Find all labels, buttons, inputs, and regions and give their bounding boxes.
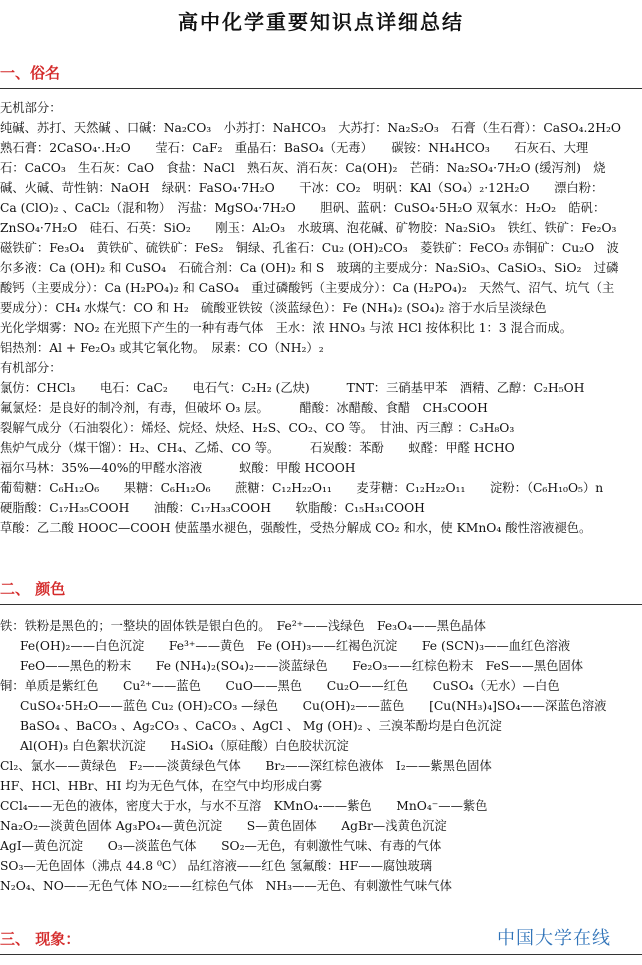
- colors-section-body: [0, 616, 642, 896]
- text-line: 石：CaCO₃ 生石灰：CaO 食盐：NaCl 熟石灰、消石灰：Ca(OH)₂ 芒硝：Na₂SO₄·7H₂O (缓泻剂) 烧: [0, 161, 606, 175]
- text-line: 光化学烟雾：NO₂ 在光照下产生的一种有毒气体 王水：浓 HNO₃ 与浓 HCl 按体积比 1：3 混合而成。: [0, 321, 573, 335]
- text-line: 熟石膏：2CaSO₄·.H₂O 莹石：CaF₂ 重晶石：BaSO₄（无毒） 碳铵：NH₄HCO₃ 石灰石、大理: [0, 141, 589, 155]
- text-line: CCl₄——无色的液体，密度大于水，与水不互溶 KMnO₄-——紫色 MnO₄⁻——紫色: [0, 799, 488, 813]
- text-line: 焦炉气成分（煤干馏）：H₂、CH₄、乙烯、CO 等。 石炭酸：苯酚 蚁醛：甲醛 HCHO: [0, 441, 515, 455]
- section-divider: [0, 88, 642, 89]
- text-line: Ca (ClO)₂ 、CaCl₂（混和物） 泻盐：MgSO₄·7H₂O 胆矾、蓝矾：CuSO₄·5H₂O 双氧水：H₂O₂ 皓矾：: [0, 201, 606, 215]
- text-line: 氟氯烃：是良好的制冷剂，有毒，但破坏 O₃ 层。 醋酸：冰醋酸、食醋 CH₃COOH: [0, 401, 488, 415]
- text-line: 要成分）：CH₄ 水煤气：CO 和 H₂ 硫酸亚铁铵（淡蓝绿色）：Fe (NH₄)₂ (SO₄)₂ 溶于水后呈淡绿色: [0, 301, 547, 315]
- text-line: SO₃—无色固体（沸点 44.8 ⁰C） 品红溶液——红色 氢氟酸：HF——腐蚀玻璃: [0, 859, 433, 873]
- page-title: 高中化学重要知识点详细总结: [178, 10, 464, 34]
- section-heading-names: 一、俗名: [0, 64, 61, 82]
- text-line: 福尔马林：35%—40%的甲醛水溶液 蚁酸：甲酸 HCOOH: [0, 461, 356, 475]
- watermark-text: 中国大学在线: [497, 928, 611, 949]
- text-line: 有机部分：: [0, 361, 62, 375]
- section-divider: [0, 604, 642, 605]
- text-line: 氯仿：CHCl₃ 电石：CaC₂ 电石气：C₂H₂ (乙炔) TNT：三硝基甲苯 酒精、乙醇：C₂H₅OH: [0, 381, 585, 395]
- text-line: 铝热剂：Al + Fe₂O₃ 或其它氧化物。 尿素：CO（NH₂）₂: [0, 341, 324, 355]
- text-line: Na₂O₂—淡黄色固体 Ag₃PO₄—黄色沉淀 S—黄色固体 AgBr—浅黄色沉淀: [0, 819, 447, 833]
- text-line: 草酸：乙二酸 HOOC—COOH 使蓝墨水褪色，强酸性，受热分解成 CO₂ 和水，使 KMnO₄ 酸性溶液褪色。: [0, 521, 592, 535]
- text-line: AgI—黄色沉淀 O₃—淡蓝色气体 SO₂—无色，有刺激性气味、有毒的气体: [0, 839, 442, 853]
- text-line: Fe(OH)₂——白色沉淀 Fe³⁺——黄色 Fe (OH)₃——红褐色沉淀 Fe (SCN)₃——血红色溶液: [20, 639, 571, 653]
- text-line: ZnSO₄·7H₂O 硅石、石英：SiO₂ 刚玉：Al₂O₃ 水玻璃、泡花碱、矿物胶：Na₂SiO₃ 铁红、铁矿：Fe₂O₃: [0, 221, 617, 235]
- text-line: 裂解气成分（石油裂化）：烯烃、烷烃、炔烃、H₂S、CO₂、CO 等。 甘油、丙三醇 ：C₃H₈O₃: [0, 421, 515, 435]
- text-line: N₂O₄、NO——无色气体 NO₂——红棕色气体 NH₃——无色、有刺激性气味气体: [0, 879, 452, 893]
- text-line: 无机部分：: [0, 101, 62, 115]
- text-line: 碱、火碱、苛性钠：NaOH 绿矾：FaSO₄·7H₂O 干冰：CO₂ 明矾：KAl（SO₄）₂·12H₂O 漂白粉：: [0, 181, 604, 195]
- text-line: 尔多液：Ca (OH)₂ 和 CuSO₄ 石硫合剂：Ca (OH)₂ 和 S 玻璃的主要成分：Na₂SiO₃、CaSiO₃、SiO₂ 过磷: [0, 261, 619, 275]
- text-line: HF、HCl、HBr、HI 均为无色气体，在空气中均形成白雾: [0, 779, 323, 793]
- text-line: 硬脂酸：C₁₇H₃₅COOH 油酸：C₁₇H₃₃COOH 软脂酸：C₁₅H₃₁COOH: [0, 501, 425, 515]
- text-line: 纯碱、苏打、天然碱 、口碱：Na₂CO₃ 小苏打：NaHCO₃ 大苏打：Na₂S₂O₃ 石膏（生石膏）：CaSO₄.2H₂O: [0, 121, 621, 135]
- text-line: 铜：单质是紫红色 Cu²⁺——蓝色 CuO——黑色 Cu₂O——红色 CuSO₄（无水）—白色: [0, 679, 560, 693]
- section-heading-phenomena: 三、 现象：: [0, 930, 81, 948]
- text-line: 铁：铁粉是黑色的；一整块的固体铁是银白色的。 Fe²⁺——浅绿色 Fe₃O₄——黑色晶体: [0, 619, 486, 633]
- section-heading-colors: 二、 颜色: [0, 580, 66, 598]
- text-line: CuSO₄·5H₂O——蓝色 Cu₂ (OH)₂CO₃ —绿色 Cu(OH)₂——蓝色 [Cu(NH₃)₄]SO₄——深蓝色溶液: [20, 699, 607, 713]
- text-line: FeO——黑色的粉末 Fe (NH₄)₂(SO₄)₂——淡蓝绿色 Fe₂O₃——红棕色粉末 FeS——黑色固体: [20, 659, 584, 673]
- text-line: 酸钙（主要成分）：Ca (H₂PO₄)₂ 和 CaSO₄ 重过磷酸钙（主要成分）：Ca (H₂PO₄)₂ 天然气、沼气、坑气（主: [0, 281, 615, 295]
- text-line: 葡萄糖：C₆H₁₂O₆ 果糖：C₆H₁₂O₆ 蔗糖：C₁₂H₂₂O₁₁ 麦芽糖：C₁₂H₂₂O₁₁ 淀粉：（C₆H₁₀O₅）n: [0, 481, 604, 495]
- text-line: BaSO₄ 、BaCO₃ 、Ag₂CO₃ 、CaCO₃ 、AgCl 、 Mg (OH)₂ 、三溴苯酚均是白色沉淀: [20, 719, 502, 733]
- text-line: Al(OH)₃ 白色絮状沉淀 H₄SiO₄（原硅酸）白色胶状沉淀: [20, 739, 349, 753]
- text-line: 磁铁矿：Fe₃O₄ 黄铁矿、硫铁矿：FeS₂ 铜绿、孔雀石：Cu₂ (OH)₂CO₃ 菱铁矿：FeCO₃ 赤铜矿：Cu₂O 波: [0, 241, 619, 255]
- text-line: Cl₂、氯水——黄绿色 F₂——淡黄绿色气体 Br₂——深红棕色液体 I₂——紫黑色固体: [0, 759, 492, 773]
- names-section-body: [0, 98, 642, 538]
- section-divider: [0, 954, 642, 955]
